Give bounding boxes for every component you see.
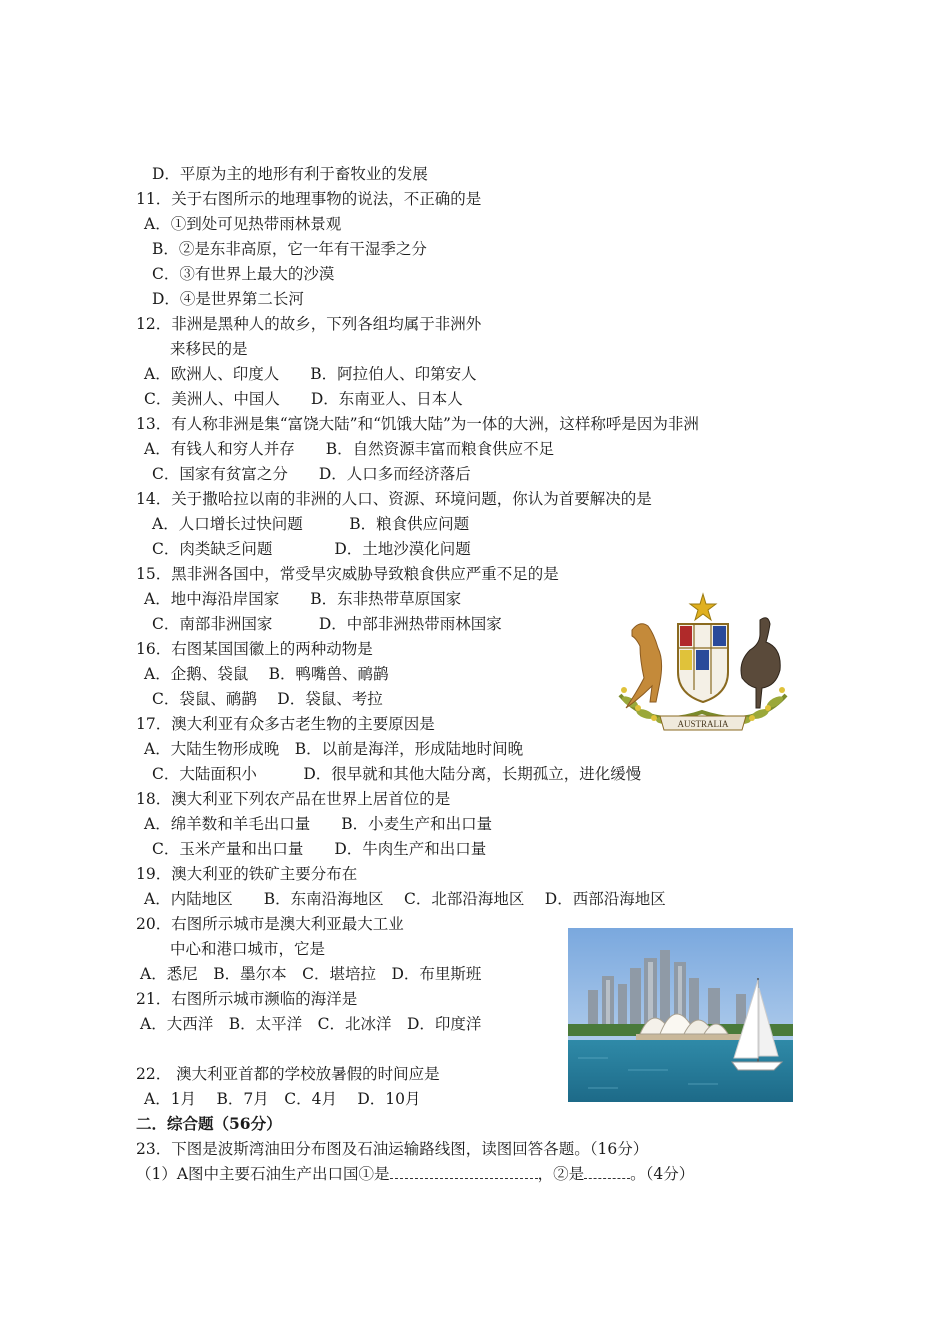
q23-part-1-middle: ，②是 — [537, 1165, 585, 1183]
q20-options: A．悉尼 B．墨尔本 C．堪培拉 D．布里斯班 — [140, 965, 482, 983]
q17-stem: 17．澳大利亚有众多古老生物的主要原因是 — [136, 715, 435, 733]
q17-options-cd: C．大陆面积小 D．很早就和其他大陆分离，长期孤立，进化缓慢 — [152, 765, 642, 783]
q11-option-d: D．④是世界第二长河 — [152, 290, 304, 308]
q18-options-ab: A．绵羊数和羊毛出口量 B．小麦生产和出口量 — [144, 815, 493, 833]
q13-options-ab: A．有钱人和穷人并存 B．自然资源丰富而粮食供应不足 — [144, 440, 555, 458]
q18-stem: 18．澳大利亚下列农产品在世界上居首位的是 — [136, 790, 451, 808]
coat-of-arms-image — [610, 590, 795, 740]
q23-stem: 23．下图是波斯湾油田分布图及石油运输路线图，读图回答各题。（16分） — [136, 1140, 649, 1158]
q12-stem: 12．非洲是黑种人的故乡，下列各组均属于非洲外 — [136, 315, 482, 333]
q21-stem: 21．右图所示城市濒临的海洋是 — [136, 990, 358, 1008]
q11-option-a: A．①到处可见热带雨林景观 — [144, 215, 342, 233]
q22-stem: 22． 澳大利亚首都的学校放暑假的时间应是 — [136, 1065, 440, 1083]
q17-options-ab: A．大陆生物形成晚 B．以前是海洋，形成陆地时间晚 — [144, 740, 524, 758]
q22-options: A．1月 B．7月 C．4月 D．10月 — [144, 1090, 421, 1108]
q23-part-1-suffix: 。（4分） — [630, 1165, 695, 1183]
q11-option-b: B．②是东非高原，它一年有干湿季之分 — [152, 240, 427, 258]
q11-option-c: C．③有世界上最大的沙漠 — [152, 265, 335, 283]
q19-options: A．内陆地区 B．东南沿海地区 C．北部沿海地区 D．西部沿海地区 — [144, 890, 666, 908]
q15-options-cd: C．南部非洲国家 D．中部非洲热带雨林国家 — [152, 615, 502, 633]
banner-text: AUSTRALIA — [677, 719, 729, 729]
q14-options-ab: A．人口增长过快问题 B．粮食供应问题 — [152, 515, 470, 533]
q14-options-cd: C．肉类缺乏问题 D．土地沙漠化问题 — [152, 540, 471, 558]
q16-stem: 16．右图某国国徽上的两种动物是 — [136, 640, 373, 658]
q16-options-ab: A．企鹅、袋鼠 B．鸭嘴兽、鸸鹋 — [144, 665, 389, 683]
q20-stem: 20．右图所示城市是澳大利亚最大工业 — [136, 915, 404, 933]
section-two-heading: 二．综合题（56分） — [136, 1114, 282, 1133]
q13-stem: 13．有人称非洲是集“富饶大陆”和“饥饿大陆”为一体的大洲，这样称呼是因为非洲 — [136, 415, 699, 433]
q11-stem: 11．关于右图所示的地理事物的说法，不正确的是 — [136, 190, 482, 208]
q19-stem: 19．澳大利亚的铁矿主要分布在 — [136, 865, 358, 883]
q21-options: A．大西洋 B．太平洋 C．北冰洋 D．印度洋 — [140, 1015, 482, 1033]
q18-options-cd: C．玉米产量和出口量 D．牛肉生产和出口量 — [152, 840, 487, 858]
q12-options-cd: C．美洲人、中国人 D．东南亚人、日本人 — [144, 390, 463, 408]
q15-stem: 15．黑非洲各国中，常受旱灾威胁导致粮食供应严重不足的是 — [136, 565, 559, 583]
answer-blank-1 — [390, 1164, 538, 1179]
q14-stem: 14．关于撒哈拉以南的非洲的人口、资源、环境问题，你认为首要解决的是 — [136, 490, 652, 508]
q13-options-cd: C．国家有贫富之分 D．人口多而经济落后 — [152, 465, 471, 483]
sydney-harbour-photo — [568, 928, 793, 1102]
q23-part-1 — [136, 1164, 694, 1184]
q23-part-1-prefix: （1）A图中主要石油生产出口国①是 — [136, 1165, 390, 1183]
q12-options-ab: A．欧洲人、印度人 B．阿拉伯人、印第安人 — [144, 365, 477, 383]
q20-stem-cont: 中心和港口城市，它是 — [170, 940, 326, 958]
q16-options-cd: C．袋鼠、鸸鹋 D．袋鼠、考拉 — [152, 690, 383, 708]
q15-options-ab: A．地中海沿岸国家 B．东非热带草原国家 — [144, 590, 462, 608]
q12-stem-cont: 来移民的是 — [170, 340, 248, 358]
q10-option-d: D．平原为主的地形有利于畜牧业的发展 — [152, 165, 428, 183]
answer-blank-2 — [584, 1164, 630, 1179]
